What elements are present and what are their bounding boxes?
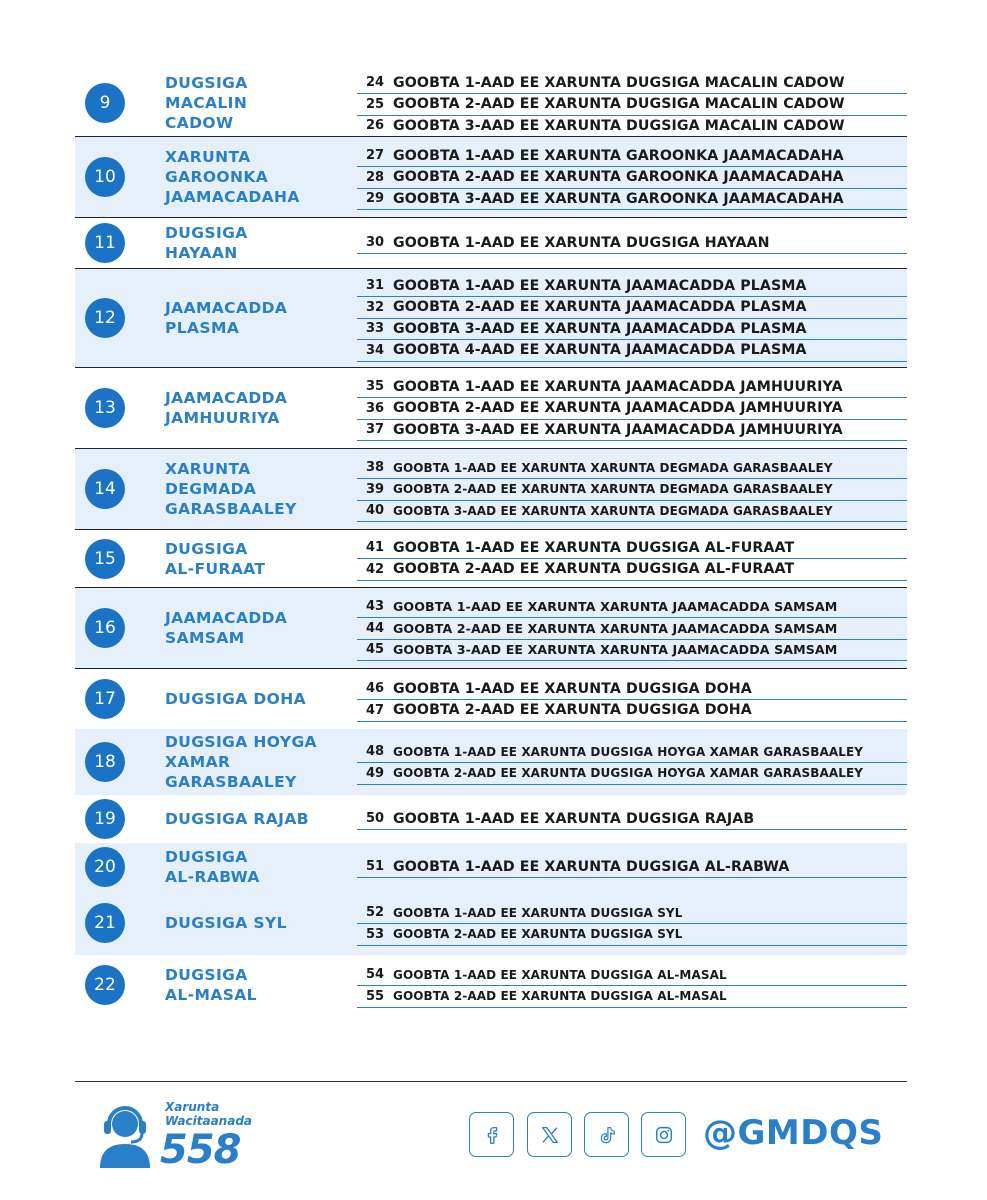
center-group xyxy=(75,795,907,843)
station-number: 38 xyxy=(365,460,385,475)
station-label: GOOBTA 3-AAD EE XARUNTA DUGSIGA MACALIN CADOW xyxy=(393,117,845,134)
center-number-badge: 14 xyxy=(85,469,125,509)
center-group xyxy=(75,891,907,955)
station-label: GOOBTA 1-AAD EE XARUNTA XARUNTA DEGMADA GARASBAALEY xyxy=(393,460,833,475)
center-number-badge: 10 xyxy=(85,157,125,197)
station-row xyxy=(357,537,907,559)
station-number: 31 xyxy=(365,278,385,293)
station-row xyxy=(357,457,907,479)
center-name: DUGSIGA HAYAAN xyxy=(165,224,248,262)
station-number: 44 xyxy=(365,620,385,636)
center-number-badge: 17 xyxy=(85,679,125,719)
center-group xyxy=(75,955,907,1015)
station-number: 53 xyxy=(365,926,385,942)
station-number: 50 xyxy=(365,811,385,826)
station-row xyxy=(357,678,907,700)
station-row xyxy=(357,115,907,137)
station-row xyxy=(357,94,907,116)
center-number-badge: 13 xyxy=(85,388,125,428)
facebook-icon xyxy=(481,1124,503,1146)
social-handle[interactable]: @GMDQS xyxy=(703,1113,884,1153)
center-name: DUGSIGA MACALIN CADOW xyxy=(165,74,248,132)
center-name: DUGSIGA DOHA xyxy=(165,690,307,708)
x-icon xyxy=(539,1124,561,1146)
station-number: 25 xyxy=(365,96,385,112)
center-name: DUGSIGA AL-MASAL xyxy=(165,966,257,1004)
station-number: 51 xyxy=(365,859,385,874)
station-number: 49 xyxy=(365,765,385,781)
center-name: DUGSIGA RAJAB xyxy=(165,810,309,828)
center-group xyxy=(75,70,907,136)
center-name: DUGSIGA HOYGA XAMAR GARASBAALEY xyxy=(165,733,317,791)
station-label: GOOBTA 1-AAD EE XARUNTA JAAMACADDA PLASMA xyxy=(393,277,807,294)
station-label: GOOBTA 1-AAD EE XARUNTA DUGSIGA HAYAAN xyxy=(393,234,770,251)
center-number-badge: 9 xyxy=(85,83,125,123)
station-label: GOOBTA 2-AAD EE XARUNTA DUGSIGA SYL xyxy=(393,927,683,941)
center-group xyxy=(75,448,907,529)
station-label: GOOBTA 3-AAD EE XARUNTA JAAMACADDA PLASMA xyxy=(393,320,807,337)
station-label: GOOBTA 1-AAD EE XARUNTA DUGSIGA RAJAB xyxy=(393,810,755,827)
station-label: GOOBTA 1-AAD EE XARUNTA DUGSIGA SYL xyxy=(393,905,683,920)
station-number: 55 xyxy=(365,988,385,1004)
center-group xyxy=(75,217,907,268)
station-row xyxy=(357,902,907,924)
station-row xyxy=(357,72,907,94)
station-number: 26 xyxy=(365,118,385,133)
station-label: GOOBTA 2-AAD EE XARUNTA DUGSIGA AL-FURAAT xyxy=(393,561,795,577)
station-row xyxy=(357,275,907,297)
station-row xyxy=(357,398,907,420)
station-row xyxy=(357,763,907,785)
station-row xyxy=(357,318,907,340)
station-row xyxy=(357,618,907,640)
center-group xyxy=(75,729,907,795)
station-number: 29 xyxy=(365,191,385,206)
station-number: 54 xyxy=(365,967,385,982)
tiktok-icon xyxy=(596,1124,618,1146)
center-number-badge: 12 xyxy=(85,298,125,338)
station-number: 27 xyxy=(365,148,385,163)
station-label: GOOBTA 1-AAD EE XARUNTA DUGSIGA MACALIN CADOW xyxy=(393,74,845,91)
station-label: GOOBTA 2-AAD EE XARUNTA DUGSIGA HOYGA XAMAR GARASBAALEY xyxy=(393,766,864,780)
center-group xyxy=(75,136,907,217)
station-number: 40 xyxy=(365,503,385,518)
station-number: 39 xyxy=(365,481,385,497)
station-number: 28 xyxy=(365,169,385,185)
facebook-button[interactable] xyxy=(469,1112,514,1157)
center-name: DUGSIGA AL-FURAAT xyxy=(165,539,266,578)
footer xyxy=(0,1082,987,1200)
station-number: 41 xyxy=(365,540,385,555)
center-group xyxy=(75,268,907,367)
station-label: GOOBTA 1-AAD EE XARUNTA GAROONKA JAAMACADAHA xyxy=(393,147,844,164)
station-label: GOOBTA 3-AAD EE XARUNTA GAROONKA JAAMACADAHA xyxy=(393,190,844,207)
center-number-badge: 16 xyxy=(85,608,125,648)
center-number-badge: 11 xyxy=(85,223,125,263)
center-name: JAAMACADDA PLASMA xyxy=(165,299,288,337)
station-row xyxy=(357,376,907,398)
hotline-number: 558 xyxy=(160,1127,241,1173)
station-number: 46 xyxy=(365,681,385,696)
center-number-badge: 20 xyxy=(85,847,125,887)
center-name: DUGSIGA AL-RABWA xyxy=(165,848,260,886)
center-name: XARUNTA GAROONKA JAAMACADAHA xyxy=(165,148,300,206)
tiktok-button[interactable] xyxy=(584,1112,629,1157)
station-number: 24 xyxy=(365,75,385,90)
center-name: JAAMACADDA JAMHUURIYA xyxy=(165,389,288,427)
station-number: 47 xyxy=(365,702,385,718)
station-row xyxy=(357,639,907,661)
station-row xyxy=(357,297,907,319)
station-row xyxy=(357,340,907,362)
station-row xyxy=(357,145,907,167)
center-name: XARUNTA DEGMADA GARASBAALEY xyxy=(165,460,297,518)
station-label: GOOBTA 2-AAD EE XARUNTA DUGSIGA DOHA xyxy=(393,702,752,718)
station-row xyxy=(357,856,907,878)
station-label: GOOBTA 1-AAD EE XARUNTA DUGSIGA HOYGA XAMAR GARASBAALEY xyxy=(393,744,864,759)
station-row xyxy=(357,741,907,763)
station-number: 34 xyxy=(365,342,385,358)
station-number: 30 xyxy=(365,235,385,250)
station-label: GOOBTA 2-AAD EE XARUNTA XARUNTA JAAMACADDA SAMSAM xyxy=(393,620,838,636)
station-row xyxy=(357,188,907,210)
center-name: DUGSIGA SYL xyxy=(165,914,287,932)
station-number: 32 xyxy=(365,299,385,315)
station-row xyxy=(357,479,907,501)
station-label: GOOBTA 1-AAD EE XARUNTA DUGSIGA AL-RABWA xyxy=(393,858,790,875)
station-row xyxy=(357,559,907,581)
station-number: 33 xyxy=(365,321,385,336)
center-group xyxy=(75,587,907,668)
center-name: JAAMACADDA SAMSAM xyxy=(165,609,288,647)
station-number: 43 xyxy=(365,599,385,614)
station-label: GOOBTA 4-AAD EE XARUNTA JAAMACADDA PLASMA xyxy=(393,342,807,358)
station-label: GOOBTA 2-AAD EE XARUNTA JAAMACADDA JAMHUURIYA xyxy=(393,400,843,416)
center-group xyxy=(75,843,907,891)
station-label: GOOBTA 2-AAD EE XARUNTA JAAMACADDA PLASMA xyxy=(393,299,807,315)
station-row xyxy=(357,808,907,830)
station-number: 45 xyxy=(365,642,385,657)
center-number-badge: 15 xyxy=(85,539,125,579)
station-label: GOOBTA 2-AAD EE XARUNTA GAROONKA JAAMACADAHA xyxy=(393,169,844,185)
instagram-button[interactable] xyxy=(641,1112,686,1157)
station-row xyxy=(357,700,907,722)
hotline-caption: Xarunta Wacitaanada xyxy=(165,1100,253,1128)
station-number: 48 xyxy=(365,744,385,759)
instagram-icon xyxy=(653,1124,675,1146)
center-group xyxy=(75,668,907,729)
center-number-badge: 19 xyxy=(85,799,125,839)
center-number-badge: 22 xyxy=(85,965,125,1005)
station-number: 36 xyxy=(365,400,385,416)
station-label: GOOBTA 1-AAD EE XARUNTA DUGSIGA DOHA xyxy=(393,680,752,697)
station-row xyxy=(357,596,907,618)
station-row xyxy=(357,986,907,1008)
x-button[interactable] xyxy=(527,1112,572,1157)
station-label: GOOBTA 2-AAD EE XARUNTA DUGSIGA AL-MASAL xyxy=(393,989,727,1003)
center-number-badge: 21 xyxy=(85,903,125,943)
center-number-badge: 18 xyxy=(85,742,125,782)
station-label: GOOBTA 1-AAD EE XARUNTA JAAMACADDA JAMHUURIYA xyxy=(393,378,843,395)
station-number: 42 xyxy=(365,561,385,577)
polling-stations-table xyxy=(75,70,907,1015)
station-row xyxy=(357,924,907,946)
station-label: GOOBTA 3-AAD EE XARUNTA XARUNTA DEGMADA GARASBAALEY xyxy=(393,503,833,518)
station-row xyxy=(357,419,907,441)
station-number: 35 xyxy=(365,379,385,394)
station-row xyxy=(357,232,907,254)
station-row xyxy=(357,500,907,522)
station-label: GOOBTA 2-AAD EE XARUNTA XARUNTA DEGMADA GARASBAALEY xyxy=(393,482,833,496)
center-group xyxy=(75,529,907,587)
station-label: GOOBTA 1-AAD EE XARUNTA DUGSIGA AL-MASAL xyxy=(393,967,727,982)
station-label: GOOBTA 1-AAD EE XARUNTA XARUNTA JAAMACADDA SAMSAM xyxy=(393,599,838,614)
station-label: GOOBTA 1-AAD EE XARUNTA DUGSIGA AL-FURAAT xyxy=(393,539,795,556)
center-group xyxy=(75,367,907,448)
station-number: 37 xyxy=(365,422,385,437)
station-number: 52 xyxy=(365,905,385,920)
station-row xyxy=(357,964,907,986)
call-center-agent-icon xyxy=(98,1102,156,1168)
station-row xyxy=(357,167,907,189)
station-label: GOOBTA 3-AAD EE XARUNTA JAAMACADDA JAMHUURIYA xyxy=(393,421,843,438)
station-label: GOOBTA 3-AAD EE XARUNTA XARUNTA JAAMACADDA SAMSAM xyxy=(393,642,838,657)
station-label: GOOBTA 2-AAD EE XARUNTA DUGSIGA MACALIN CADOW xyxy=(393,96,845,112)
